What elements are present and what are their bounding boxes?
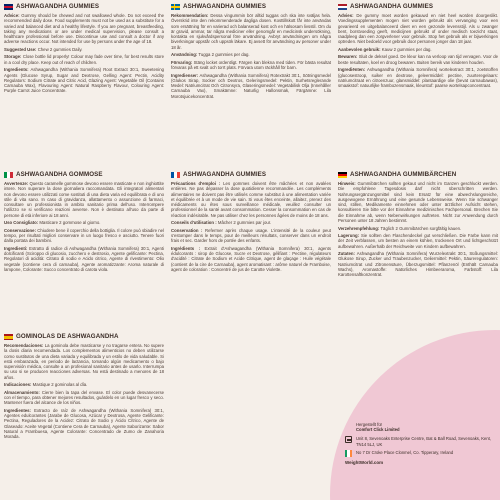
fr-suggested-use: Mâcher 2 gummies par jour. <box>217 220 272 226</box>
en-ingredients: Ashwagandha (Withania Somnifera) Root Extract 30:1, Sweetening Agents (Glucose Syrup, Sugar and Dextrose, Gelling Agent: Pectin, Acidity Regulators: Sodium Citrate and Citric Acid, Glazing Agent: Vegetable Oil (Contains Carnauba Wax), Flavouring Agent: Natural Raspberry Flavour, Colouring Agent: Purple Carrot Juice Concentrate. <box>4 67 164 94</box>
italy-flag-icon <box>4 172 13 178</box>
uk-address: Unit 8, Sevenoaks Enterprise Centre, Bat & Ball Road, Sevenoaks, Kent, TN14 5LJ, UK <box>356 436 492 447</box>
heading-de: ASHWAGANDHA GUMMIBÄRCHEN <box>350 171 457 179</box>
it-warnings: Questo caramelle gommose devono essere masticate e non inghiottite intere. Non superare la dose giornaliera raccomandata. Gli integratori alimentari non devono essere utilizzati come sostituti di una dieta varia ed equilibrata e di uno stile di vita sano. In caso di gravidanza, allattamento o assunzione di farmaci, consultare un professionista in ambito sanitario prima dell'uso. Interrompere l'utilizzo se si verificano reazioni avverse. Non è destinato all'uso da parte di persone di età inferiore ai 18 anni. <box>4 181 164 218</box>
nl-storage: Sluit de deksel goed. De kleur kan na verloop van tijd vervagen. Voor de beste resultaten, koel en droog bewaren. Buiten bereik van kinderen houden. <box>338 54 498 65</box>
manufacturer-info <box>345 422 495 465</box>
company-name: Comfort Click Limited <box>356 427 400 433</box>
es-recommendations: La gominola debe masticarse y no tragarse entera. No supere la dosis diaria recomendada. Los complementos alimenticios no deben utilizarse como sustitutos de una dieta variada y equilibrada y un estilo de vida saludable. Si está embarazada, en periodo de lactancia, tomando algún medicamento o bajo supervisión médica, consulte a un profesional sanitario antes de usarlo. Interrumpa su uso si se producen reacciones adversas. No está destinado a menores de 18 años. <box>4 343 164 380</box>
spain-flag-icon <box>4 334 13 340</box>
section-swedish: ASHWAGANDHA GUMMIES Rekommendation: Dessa vingummin bör alltid tuggas och ska inte sväljas hela. Överskrid inte den rekommenderade dagliga dosen. Kosttillskott får inte användas som ersättning för en varierad och balanserad kost och en hälsosam livsstil. Om du är gravid, ammar, tar några mediciner eller genomgår en medicinsk undersökning, kontakta en sjukvårdspersonal före användning. Avbryt användningen om några biverkningar uppstår och uppsök läkare. Ej avsett för användning av personer under 18 år. Användning: Tugga 2 gummies per dag. Förvaring: Stäng locket ordentligt. Färgen kan blekna med tiden. För bästa resultat förvaras på ett svalt och torrt plats. Förvara utom räckhåll för barn. Ingredienser: Ashwagandha (Withania Somnifera) Rotextrakt 30:1, Sötningsmedel (Glukos Sirap, Socker och Dextros, Geleringsmedel: Pektin, Surhetsreglerande Medel: Natriumcitrat Och Citronsyra, Glaseringsmedel: Vegetabilisk Olja (Innehåller Carnauba Vax), Smakämne: Naturlig Hallonsmak, Färgämne: Lila Morotsjuicekoncentrat. <box>171 3 331 99</box>
ireland-flag-icon <box>345 450 352 457</box>
it-ingredients: Estratto di radice di Ashwagandha (Withania Somnifera) 30:1, Agenti dolcificanti (Sciroppo di glucosio, zucchero e destrosio, Agente gelificante: Pectina, Regolatori di acidità: Citrato di sodio e Acido citrico, Agente di rivestimento: Olio vegetale (contiene cera di carnauba), Agente aromatizzante: Aroma naturale di lampone, Colorante: Succo concentrato di carota viola. <box>4 245 164 273</box>
heading-nl: ASHWAGANDHA GUMMIES <box>350 3 434 11</box>
es-ingredients: Extracto de raíz de Ashwagandha (Withania Somnifera) 30:1, Agentes edulcorantes (Jarabe de Glucosa, Azúcar y Dextrosa, Agente Gelificante: Pectina, Reguladores de la Acidez: Citrato de Sodio y Ácido Cítrico, Agente de Glaseado: Aceite Vegetal (Contiene Cera de Carnauba), Agente Saborizante: Sabor Natural a Frambuesa, Agente Colorante: Concentrado de Zumo de Zanahoria Morada. <box>4 407 164 440</box>
nl-advice: De gummy moet worden gekauwd en niet heel worden doorgeslikt. Voedingssupplementen mogen niet worden gebruikt als vervanging voor een gevarieerd en uitgebalanceerd dieet en een gezonde levensstijl. Als u zwanger bent, borstvoeding geeft, medicijnen gebruikt of onder medisch toezicht staat, raadpleeg dan een zorgverlener voor gebruik. Stop het gebruik als er bijwerkingen optreden. Niet bedoeld voor gebruik door personen jonger dan 18 jaar. <box>338 13 498 45</box>
section-french: ASHWAGANDHA GUMMIES Précautions d'emploi : Les gommes doivent être mâchées et non avalées entières. Ne pas dépasser la dose quotidienne recommandée. Les compléments alimentaires ne doivent pas être utilisés comme substitut à une alimentation variée et équilibrée et à un mode de vie sain. Si vous êtes enceinte, allaitez, prenez des médicaments ou êtes sous surveillance médicale, veuillez consulter un professionnel de la santé avant consommation. Cesser la consommation en cas de réaction indésirable. Ne pas utiliser chez les personnes âgées de moins de 18 ans. Conseils d'utilisation : Mâcher 2 gummies par jour. Conservation : Refermer après chaque usage. L'intensité de la couleur peut s'estomper dans le temps, pour de meilleurs résultats, conserver dans un endroit frais et sec. Garder hors de portée des enfants. Ingrédients : Extrait d'Ashwagandha (Withania Somnifera) 30:1, agents édulcorants : sirop de Glucose, Sucre et Dextrose, gélifiant : Pectine, régulateurs d'acidité : Citrate de Sodium et Acide Citrique, agent de glaçage : Huile végétale (contient de la cire de Carnauba), agent aromatisant : arôme naturel de Framboise, agent de coloration : Concentré de jus de Carotte Violette. <box>171 171 331 273</box>
nl-ingredients: Ashwagandha (Withania Somnifera) wortelextract 30:1, zoetstoffen (glucosestroop, suiker en dextrose, geleermiddel: pectine, zuurteregelaars: natriumcitraat en citroenzuur, glansmiddel: plantaardige olie (bevat carnaubawas), smaakstof: natuurlijke frambozensmaak, kleurstof: paarse wortelsapconcentraat. <box>338 67 498 89</box>
heading-it: ASHWAGANDHA GOMMOSE <box>16 171 103 179</box>
netherlands-flag-icon <box>338 4 347 10</box>
made-for-label: Hergestellt für <box>356 422 383 427</box>
sweden-flag-icon <box>171 4 180 10</box>
sv-suggested-use: Tugga 2 gummies per dag. <box>198 52 250 58</box>
de-storage: Sie sollten den Flaschendeckel gut verschließen. Die Farbe kann mit der Zeit verblassen, um besten an einem kühlen, trockenen Ort und lichtgeschützt aufbewahren. Außerhalb der Reichweite von Kindern aufbewahren. <box>338 233 498 249</box>
section-german: ASHWAGANDHA GUMMIBÄRCHEN Hinweis: Gummibärchen sollten gekaut und nicht im Ganzen geschluckt werden. Die empfohlene Tagesdosis darf nicht überschritten werden. Nahrungsergänzungsmittel sind kein Ersatz für eine abwechslungsreiche, ausgewogene Ernährung und eine gesunde Lebensweise. Wenn Sie schwanger sind, stillen, Medikamente einnehmen oder unter ärztlicher Aufsicht stehen, konsultieren Sie bitte vor der Einnahme medizinisches Fachpersonal. Brechen Sie die Einnahme ab, wenn Nebenwirkungen auftreten. Nicht zur Anwendung durch Personen unter 18 Jahren bestimmt. Verzehrempfehlung: Täglich 2 Gummibärchen sorgfältig kauen. Lagerung: Sie sollten den Flaschendeckel gut verschließen. Die Farbe kann mit der Zeit verblassen, um besten an einem kühlen, trockenen Ort und lichtgeschützt aufbewahren. Außerhalb der Reichweite von Kindern aufbewahren. Zutaten: Ashwagandha (Withania Somnifera) Wurzelextrakt 30:1, Süßungsmittel: Glukose Sirup, Zucker und Traubenzucker, Geliermittel: Pektin, Säureregulatoren: Natriumcitrat und Zitronensäure, Überzugsmittel: Pflanzenöl (Enthält Carnauba Wachs), Aromastoffe: Natürliches Himbeeraroma, Farbstoff: Lila Karottensaftkonzentrat. <box>338 171 498 278</box>
heading-sv: ASHWAGANDHA GUMMIES <box>183 3 267 11</box>
es-suggested-use: Mastique 2 gominolas al día. <box>32 382 88 388</box>
sv-storage: Stäng locket ordentligt. Färgen kan blekna med tiden. För bästa resultat förvaras på ett svalt och torrt plats. Förvara utom räckhåll för barn. <box>171 59 331 71</box>
france-flag-icon <box>171 172 180 178</box>
section-dutch: ASHWAGANDHA GUMMIES Advies: De gummy moet worden gekauwd en niet heel worden doorgeslikt. Voedingssupplementen mogen niet worden gebruikt als vervanging voor een gevarieerd en uitgebalanceerd dieet en een gezonde levensstijl. Als u zwanger bent, borstvoeding geeft, medicijnen gebruikt of onder medisch toezicht staat, raadpleeg dan een zorgverlener voor gebruik. Stop het gebruik als er bijwerkingen optreden. Niet bedoeld voor gebruik door personen jonger dan 18 jaar. Aanbevolen gebruik: Kauw 2 gummies per dag. Bewaren: Sluit de deksel goed. De kleur kan na verloop van tijd vervagen. Voor de beste resultaten, koel en droog bewaren. Buiten bereik van kinderen houden. Ingrediënten: Ashwagandha (Withania Somnifera) wortelextract 30:1, zoetstoffen (glucosestroop, suiker en dextrose, geleermiddel: pectine, zuurteregelaars: natriumcitraat en citroenzuur, glansmiddel: plantaardige olie (bevat carnaubawas), smaakstof: natuurlijke frambozensmaak, kleurstof: paarse wortelsapconcentraat. <box>338 3 498 89</box>
fr-precautions: Les gommes doivent être mâchées et non avalées entières. Ne pas dépasser la dose quotidienne recommandée. Les compléments alimentaires ne doivent pas être utilisés comme substitut à une alimentation variée et équilibrée et à un mode de vie sain. Si vous êtes enceinte, allaitez, prenez des médicaments ou êtes sous surveillance médicale, veuillez consulter un professionnel de la santé avant consommation. Cesser la consommation en cas de réaction indésirable. Ne pas utiliser chez les personnes âgées de moins de 18 ans. <box>171 181 331 218</box>
es-storage: Cierre bien la tapa del envase. El color puede desvanecerse con el tiempo, para obtener mejores resultados, guárdelo en un lugar fresco y seco. Mantener fuera del alcance de los niños. <box>4 389 164 406</box>
fr-ingredients: Extrait d'Ashwagandha (Withania Somnifera) 30:1, agents édulcorants : sirop de Glucose, Sucre et Dextrose, gélifiant : Pectine, régulateurs d'acidité : Citrate de Sodium et Acide Citrique, agent de glaçage : Huile végétale (contient de la cire de Carnauba), agent aromatisant : arôme naturel de Framboise, agent de coloration : Concentré de jus de Carotte Violette. <box>171 245 331 273</box>
ireland-address: No 7 Dr Croke Place Clonmel, Co. Tipperary, Ireland <box>356 449 454 455</box>
heading-en: ASHWAGANDHA GUMMIES <box>16 3 100 11</box>
en-advice: Gummy should be chewed and not swallowed whole. Do not exceed the recommended daily dose. Food supplements must not be used as a substitute for a varied and balanced diet and a healthy lifestyle. If you are pregnant, breastfeeding, taking any medications or are under medical supervision, please consult a healthcare professional before use. Discontinue use and consult a doctor if any adverse reactions occur. Not intended for use by persons under the age of 18. <box>4 13 164 45</box>
de-notice: Gummibärchen sollten gekaut und nicht im Ganzen geschluckt werden. Die empfohlene Tagesdosis darf nicht überschritten werden. Nahrungsergänzungsmittel sind kein Ersatz für eine abwechslungsreiche, ausgewogene Ernährung und eine gesunde Lebensweise. Wenn Sie schwanger sind, stillen, Medikamente einnehmen oder unter ärztlicher Aufsicht stehen, konsultieren Sie bitte vor der Einnahme medizinisches Fachpersonal. Brechen Sie die Einnahme ab, wenn Nebenwirkungen auftreten. Nicht zur Anwendung durch Personen unter 18 Jahren bestimmt. <box>338 181 498 224</box>
it-storage: Chiudere bene il coperchio della bottiglia. Il colore può sbiadire nel tempo, per risultati migliori conservare in un luogo fresco e asciutto. Tenere fuori dalla portata dei bambini. <box>4 227 164 244</box>
sv-recommendation: Dessa vingummin bör alltid tuggas och ska inte sväljas hela. Överskrid inte den rekommenderade dagliga dosen. Kosttillskott får inte användas som ersättning för en varierad och balanserad kost och en hälsosam livsstil. Om du är gravid, ammar, tar några mediciner eller genomgår en medicinsk undersökning, kontakta en sjukvårdspersonal före användning. Avbryt användningen om några biverkningar uppstår och uppsök läkare. Ej avsett för användning av personer under 18 år. <box>171 13 331 50</box>
decorative-pink-circle <box>330 330 500 500</box>
sv-ingredients: Ashwagandha (Withania Somnifera) Rotextrakt 30:1, Sötningsmedel (Glukos Sirap, Socker och Dextros, Geleringsmedel: Pektin, Surhetsreglerande Medel: Natriumcitrat Och Citronsyra, Glaseringsmedel: Vegetabilisk Olja (Innehåller Carnauba Vax), Smakämne: Naturlig Hallonsmak, Färgämne: Lila Morotsjuicekoncentrat. <box>171 72 331 99</box>
factory-icon <box>345 436 352 443</box>
nl-suggested-use: Kauw 2 gummies per dag. <box>381 46 432 52</box>
de-ingredients: Ashwagandha (Withania Somnifera) Wurzelextrakt 30:1, Süßungsmittel: Glukose Sirup, Zucker und Traubenzucker, Geliermittel: Pektin, Säureregulatoren: Natriumcitrat und Zitronensäure, Überzugsmittel: Pflanzenöl (Enthält Carnauba Wachs), Aromastoffe: Natürliches Himbeeraroma, Farbstoff: Lila Karottensaftkonzentrat. <box>338 251 498 278</box>
website-link[interactable]: WeightWorld.com <box>345 459 384 465</box>
it-suggested-use: Masticare 2 gommose al giorno. <box>39 220 101 226</box>
heading-es: GOMINOLAS DE ASHWAGANDHA <box>16 333 119 341</box>
fr-storage: Refermer après chaque usage. L'intensité de la couleur peut s'estomper dans le temps, pour de meilleurs résultats, conserver dans un endroit frais et sec. Garder hors de portée des enfants. <box>171 227 331 244</box>
en-storage: Close bottle lid properly! Colour may fade over time, for best results store in a cool dry place. Keep out of reach of children. <box>4 54 164 65</box>
heading-fr: ASHWAGANDHA GUMMIES <box>183 171 267 179</box>
germany-flag-icon <box>338 172 347 178</box>
de-suggested-use: Täglich 2 Gummibärchen sorgfältig kauen. <box>380 225 462 231</box>
uk-flag-icon <box>4 4 13 10</box>
section-spanish: GOMINOLAS DE ASHWAGANDHA Recomendaciones: La gominola debe masticarse y no tragarse entera. No supere la dosis diaria recomendada. Los complementos alimenticios no deben utilizarse como sustitutos de una dieta variada y equilibrada y un estilo de vida saludable. Si está embarazada, en periodo de lactancia, tomando algún medicamento o bajo supervisión médica, consulte a un profesional sanitario antes de usarlo. Interrumpa su uso si se producen reacciones adversas. No está destinado a menores de 18 años. Indicaciones: Mastique 2 gominolas al día. Almacenamiento: Cierre bien la tapa del envase. El color puede desvanecerse con el tiempo, para obtener mejores resultados, guárdelo en un lugar fresco y seco. Mantener fuera del alcance de los niños. Ingredientes: Extracto de raíz de Ashwagandha (Withania Somnifera) 30:1, Agentes edulcorantes (Jarabe de Glucosa, Azúcar y Dextrosa, Agente Gelificante: Pectina, Reguladores de la Acidez: Citrato de Sodio y Ácido Cítrico, Agente de Glaseado: Aceite Vegetal (Contiene Cera de Carnauba), Agente Saborizante: Sabor Natural a Frambuesa, Agente Colorante: Concentrado de Zumo de Zanahoria Morada. <box>4 333 164 440</box>
section-english: ASHWAGANDHA GUMMIES Advice: Gummy should be chewed and not swallowed whole. Do not exceed the recommended daily dose. Food supplements must not be used as a substitute for a varied and balanced diet and a healthy lifestyle. If you are pregnant, breastfeeding, taking any medications or are under medical supervision, please consult a healthcare professional before use. Discontinue use and consult a doctor if any adverse reactions occur. Not intended for use by persons under the age of 18. Suggested Use: Chew 2 gummies Daily. Storage: Close bottle lid properly! Colour may fade over time, for best results store in a cool dry place. Keep out of reach of children. Ingredients: Ashwagandha (Withania Somnifera) Root Extract 30:1, Sweetening Agents (Glucose Syrup, Sugar and Dextrose, Gelling Agent: Pectin, Acidity Regulators: Sodium Citrate and Citric Acid, Glazing Agent: Vegetable Oil (Contains Carnauba Wax), Flavouring Agent: Natural Raspberry Flavour, Colouring Agent: Purple Carrot Juice Concentrate. <box>4 3 164 94</box>
section-italian: ASHWAGANDHA GOMMOSE Avvertenze: Questo caramelle gommose devono essere masticate e non inghiottite intere. Non superare la dose giornaliera raccomandata. Gli integratori alimentari non devono essere utilizzati come sostituti di una dieta varia ed equilibrata e di uno stile di vita sano. In caso di gravidanza, allattamento o assunzione di farmaci, consultare un professionista in ambito sanitario prima dell'uso. Interrompere l'utilizzo se si verificano reazioni avverse. Non è destinato all'uso da parte di persone di età inferiore ai 18 anni. Uso Consigliato: Masticare 2 gommose al giorno. Conservazione: Chiudere bene il coperchio della bottiglia. Il colore può sbiadire nel tempo, per risultati migliori conservare in un luogo fresco e asciutto. Tenere fuori dalla portata dei bambini. Ingredienti: Estratto di radice di Ashwagandha (Withania Somnifera) 30:1, Agenti dolcificanti (Sciroppo di glucosio, zucchero e destrosio, Agente gelificante: Pectina, Regolatori di acidità: Citrato di sodio e Acido citrico, Agente di rivestimento: Olio vegetale (contiene cera di carnauba), Agente aromatizzante: Aroma naturale di lampone, Colorante: Succo concentrato di carota viola. <box>4 171 164 273</box>
en-suggested-use: Chew 2 gummies Daily. <box>37 46 83 52</box>
